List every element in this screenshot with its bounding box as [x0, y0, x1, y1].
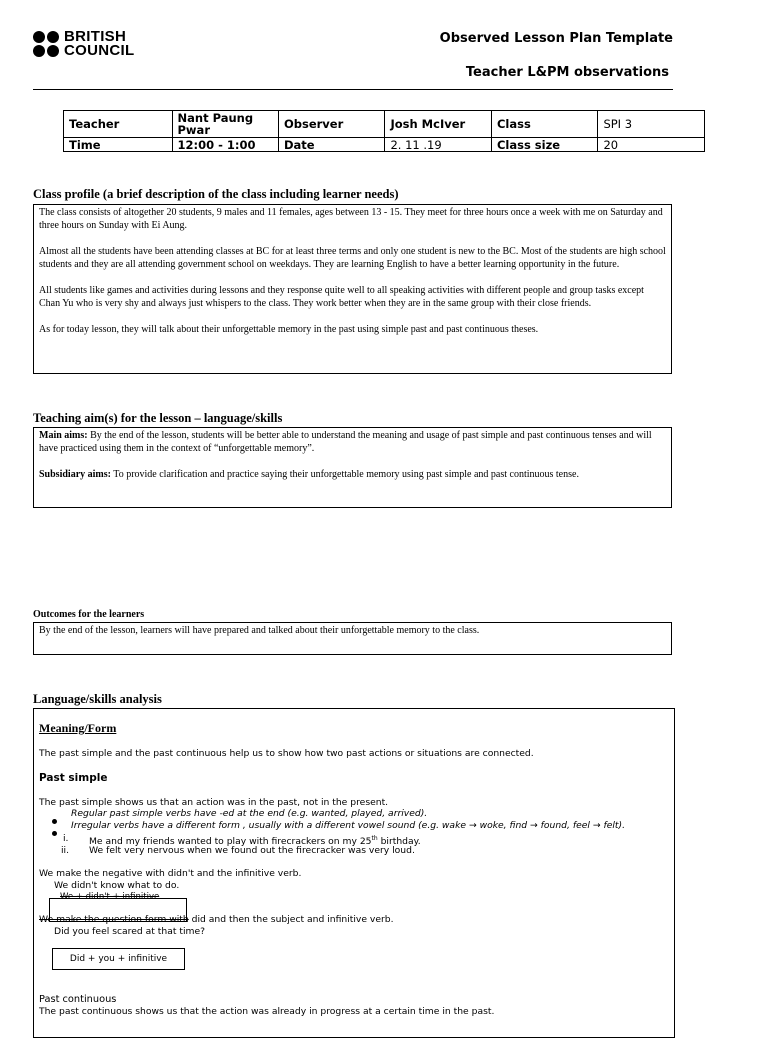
teacher-value: Nant Paung Pwar — [172, 111, 278, 138]
example-sentence: Me and my friends wanted to play with firecrackers on my 25th birthday. — [89, 835, 421, 848]
main-aims — [39, 429, 666, 455]
example-sentence: We felt very nervous when we found out the firecracker was very loud. — [89, 845, 415, 856]
document-title: Observed Lesson Plan Template — [439, 31, 673, 46]
meaning-form-heading: Meaning/Form — [39, 721, 117, 735]
question-form-box: Did + you + infinitive — [52, 948, 185, 970]
class-profile-paragraph: All students like games and activities during lessons and they response quite well to all speaking activities with different people and group tasks except Chan Yu who is very shy and always just whispers to the class. They work better when they are in the same group with their close friends. — [39, 285, 644, 309]
class-value: SPI 3 — [598, 111, 705, 138]
class-profile-paragraph: As for today lesson, they will talk about their unforgettable memory in the past using simple past and past continuous theses. — [39, 324, 539, 335]
irregular-verbs-bullet: Irregular verbs have a different form , usually with a different vowel sound (e.g. wake → woke, find → found, feel → felt). — [71, 820, 626, 831]
logo-text-line2: COUNCIL — [64, 42, 135, 59]
outcomes-box — [33, 622, 672, 655]
class-size-value: 20 — [598, 138, 705, 152]
date-value: 2. 11 .19 — [385, 138, 491, 152]
language-analysis-box — [33, 708, 675, 1038]
time-value: 12:00 - 1:00 — [172, 138, 278, 152]
outcomes-title: Outcomes for the learners — [33, 609, 145, 620]
bullet-icon — [52, 823, 57, 841]
class-profile-title: Class profile (a brief description of the class including learner needs) — [33, 187, 399, 201]
example-number: ii. — [61, 845, 70, 856]
subsidiary-aims-text: To provide clarification and practice saying their unforgettable memory using past simple and past continuous tense. — [110, 469, 579, 480]
observer-value: Josh McIver — [385, 111, 491, 138]
teaching-aims-title: Teaching aim(s) for the lesson – language/skills — [33, 411, 283, 425]
past-simple-definition: The past simple shows us that an action was in the past, not in the present. — [39, 797, 389, 808]
regular-verbs-bullet: Regular past simple verbs have -ed at the end (e.g. wanted, played, arrived). — [71, 808, 428, 819]
past-simple-heading: Past simple — [39, 772, 108, 784]
analysis-intro: The past simple and the past continuous help us to show how two past actions or situations are connected. — [39, 748, 534, 759]
info-row-2 — [64, 138, 705, 152]
logo-dots-icon — [33, 31, 59, 57]
example-number: i. — [63, 833, 69, 844]
logo-text-line1: BRITISH — [64, 28, 127, 45]
class-profile-box — [33, 204, 672, 374]
teacher-label: Teacher — [64, 111, 173, 138]
british-council-logo — [33, 29, 143, 61]
header-divider — [33, 89, 673, 90]
time-label: Time — [64, 138, 173, 152]
outcomes-text: By the end of the lesson, learners will have prepared and talked about their unforgettable memory to the class. — [39, 625, 480, 636]
class-profile-paragraph: Almost all the students have been attending classes at BC for at least three terms and only one student is new to the BC. Most of the students are high school students and they are all attending government school on weekdays. They are learning English to have a better learning opportunity in the future. — [39, 246, 666, 270]
negative-example: We didn't know what to do. — [54, 880, 180, 891]
question-rule: We make the question form with did and then the subject and infinitive verb. — [39, 914, 394, 925]
language-analysis-title: Language/skills analysis — [33, 692, 162, 706]
document-subtitle: Teacher L&PM observations — [465, 65, 669, 80]
class-label: Class — [491, 111, 597, 138]
negative-rule: We make the negative with didn't and the infinitive verb. — [39, 868, 302, 879]
teaching-aims-box — [33, 427, 672, 508]
past-continuous-definition: The past continuous shows us that the action was already in progress at a certain time in the past. — [39, 1006, 495, 1017]
main-aims-text: By the end of the lesson, students will be better able to understand the meaning and usage of past simple and past continuous tenses and will have practiced using them in the context of “unforgettable memory”. — [39, 430, 652, 454]
negative-form: We + didn't + infinitive — [60, 892, 160, 902]
class-size-label: Class size — [491, 138, 597, 152]
subsidiary-aims — [39, 468, 666, 481]
lesson-info-table — [63, 110, 705, 152]
past-continuous-heading: Past continuous — [39, 994, 117, 1005]
question-example: Did you feel scared at that time? — [54, 926, 206, 937]
class-profile-paragraph: The class consists of altogether 20 students, 9 males and 11 females, ages between 13 - 15. They meet for three hours once a week with me on Saturday and three hours on Sunday with Ei Aung. — [39, 207, 663, 231]
info-row-1 — [64, 111, 705, 138]
observer-label: Observer — [278, 111, 384, 138]
date-label: Date — [278, 138, 384, 152]
subsidiary-aims-label: Subsidiary aims: — [39, 469, 111, 480]
main-aims-label: Main aims: — [39, 430, 88, 441]
